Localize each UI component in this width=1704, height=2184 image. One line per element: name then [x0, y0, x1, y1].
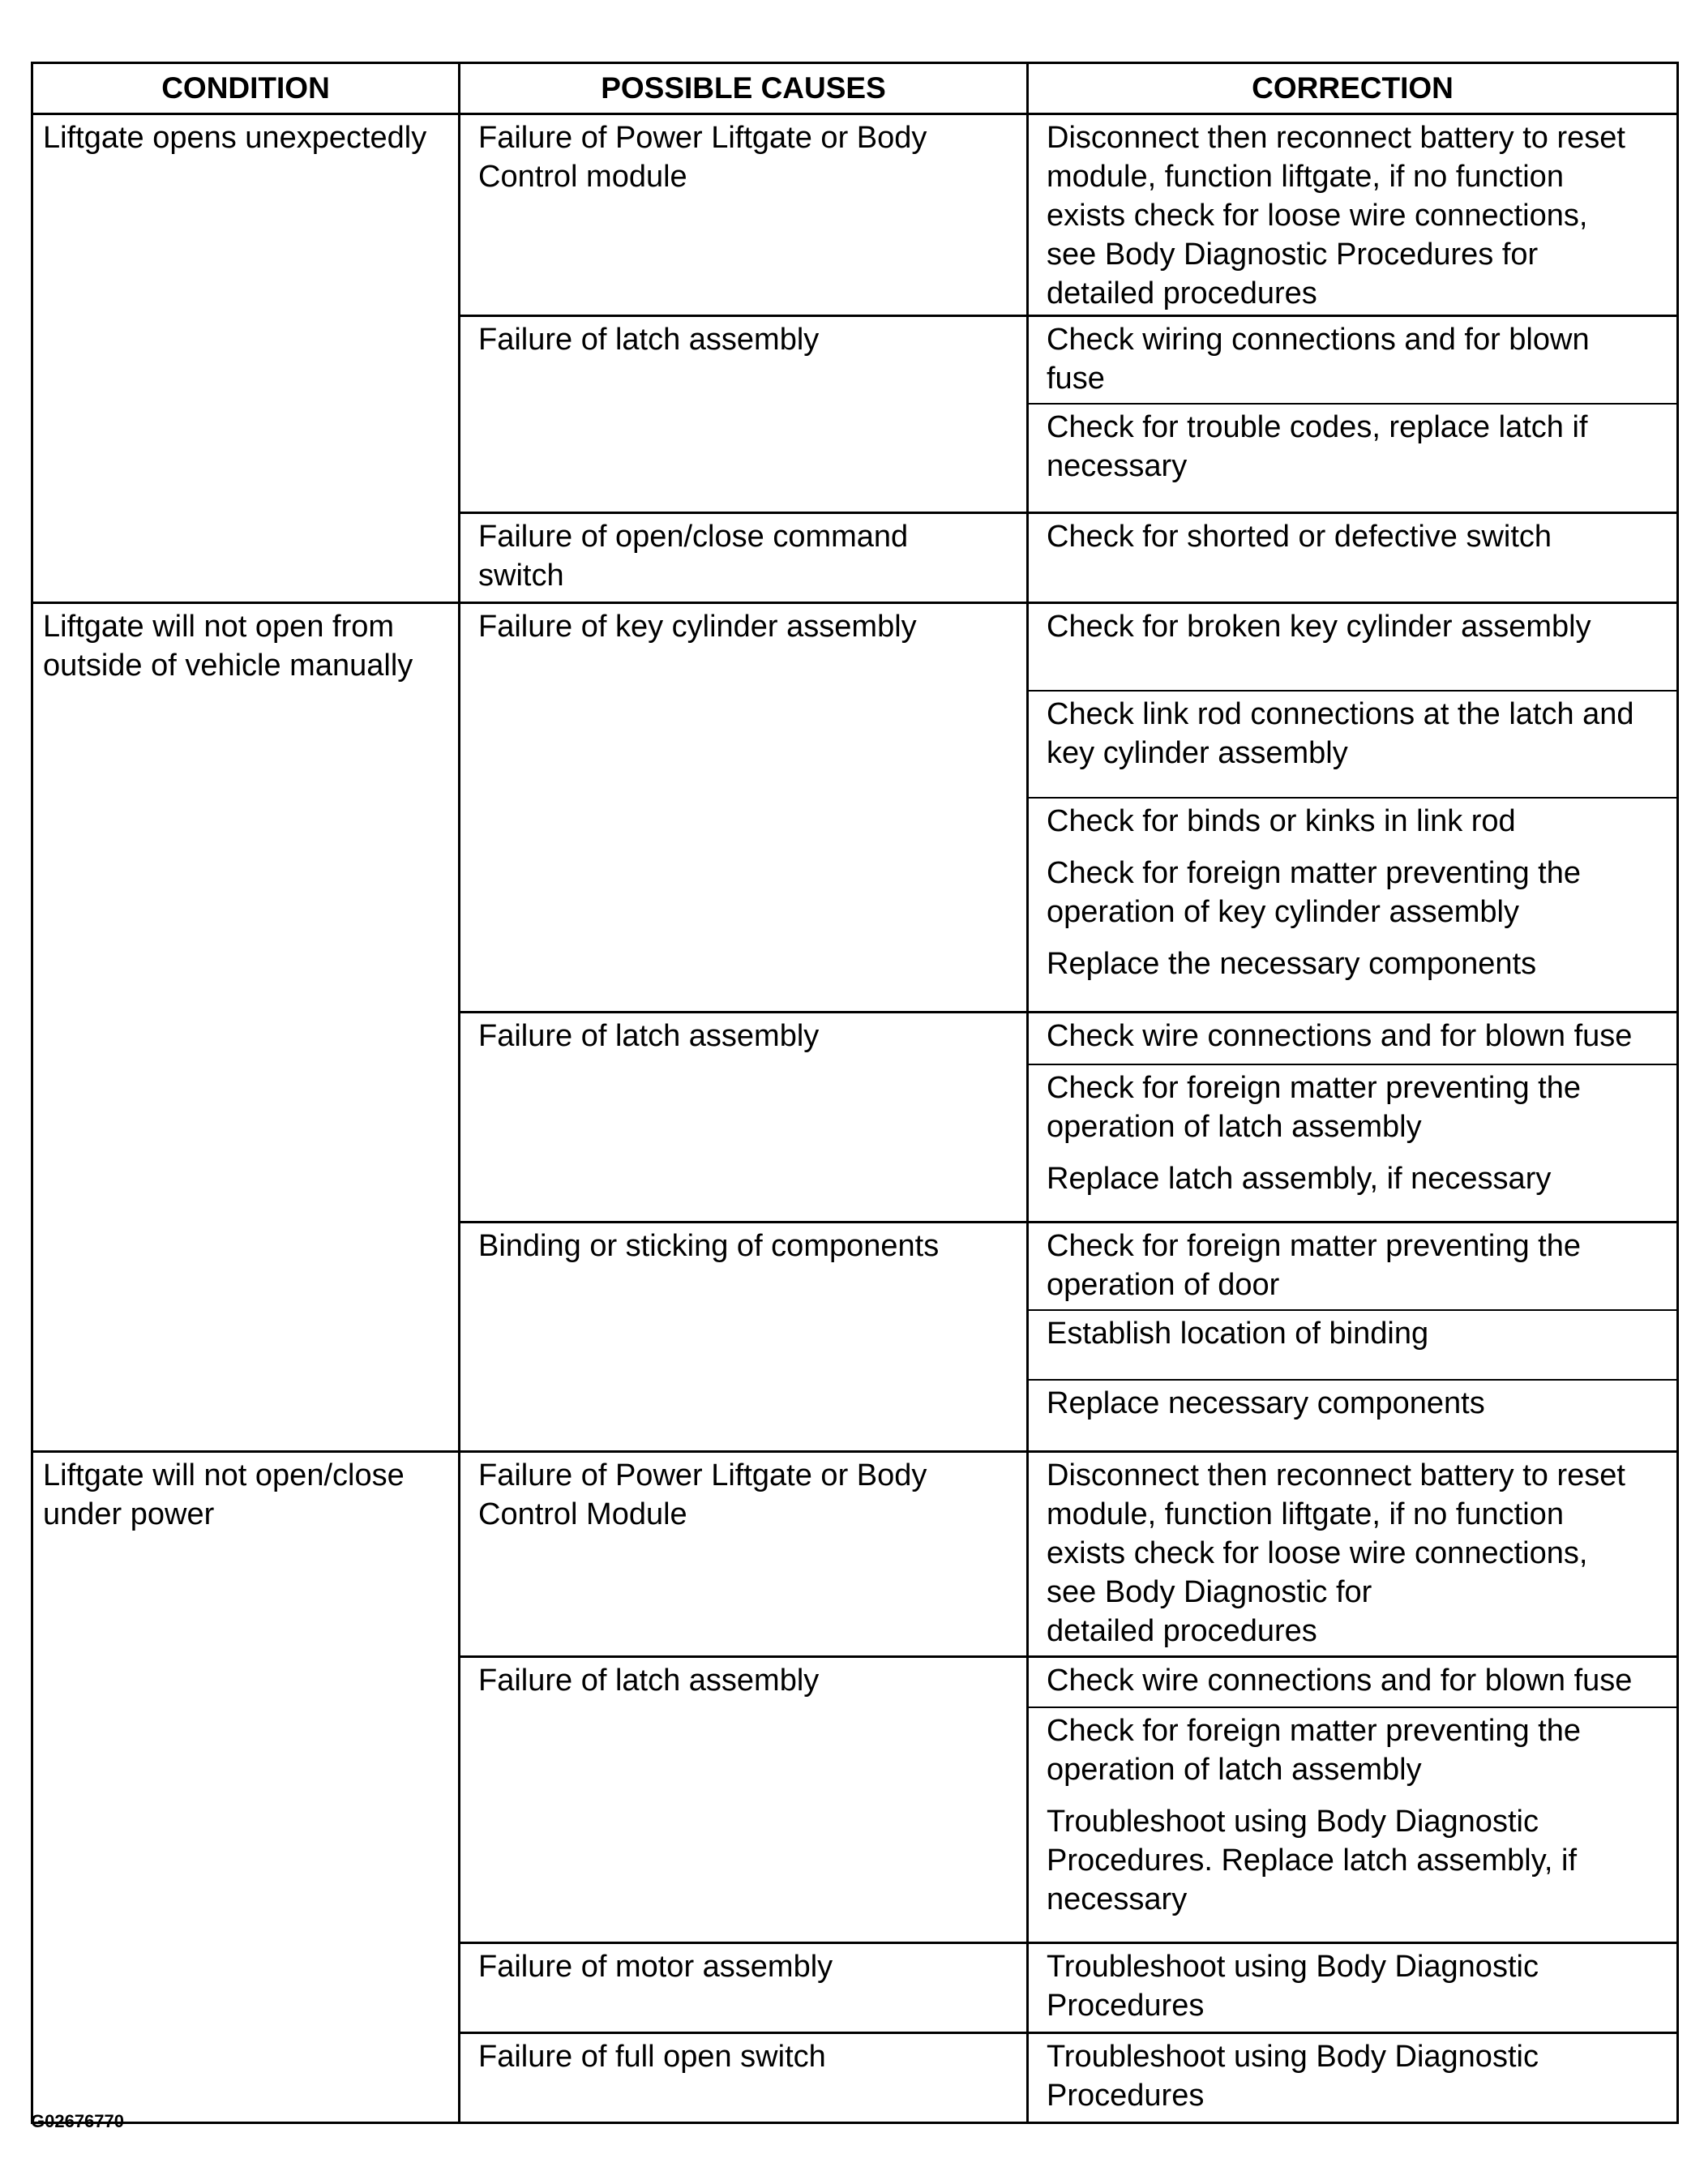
correction-group: [1029, 1013, 1676, 1064]
cause-text: Binding or sticking of components: [478, 1229, 940, 1263]
correction-cell: [1028, 513, 1678, 603]
cause-cell: [460, 1452, 1028, 1657]
correction-text: Check for broken key cylinder assembly: [1047, 610, 1591, 644]
condition-text: Liftgate will not open from outside of vehicle manually: [43, 610, 413, 683]
cause-cell: [460, 316, 1028, 513]
table-header-row: [32, 63, 1678, 114]
correction-cell: [1028, 1452, 1678, 1657]
table-row: [32, 1452, 1678, 1657]
correction-cell: [1028, 1657, 1678, 1943]
diagnosis-table: [31, 62, 1679, 2124]
correction-group: [1029, 690, 1676, 797]
correction-group: [1029, 1064, 1676, 1221]
cause-text: Failure of Power Liftgate or Body Control module: [478, 121, 927, 194]
cause-text: Failure of latch assembly: [478, 323, 820, 357]
header-correction: CORRECTION: [1028, 63, 1678, 114]
cause-cell: [460, 2033, 1028, 2123]
correction-cell: [1028, 1943, 1678, 2033]
cause-cell: [460, 1223, 1028, 1452]
cause-cell: [460, 603, 1028, 1013]
correction-text: Check for foreign matter preventing the operation of latch assembly: [1047, 1071, 1582, 1144]
correction-group: [1029, 1453, 1676, 1655]
correction-text: Check wire connections and for blown fuse: [1047, 1664, 1633, 1698]
correction-cell: [1028, 603, 1678, 1013]
correction-text: Check for trouble codes, replace latch if necessary: [1047, 410, 1588, 483]
table-row: [32, 114, 1678, 316]
condition-cell: [32, 603, 460, 1452]
correction-cell: [1028, 114, 1678, 316]
cause-text: Failure of latch assembly: [478, 1664, 820, 1698]
condition-text: Liftgate opens unexpectedly: [43, 121, 427, 155]
cause-text: Failure of latch assembly: [478, 1019, 820, 1053]
correction-group: [1029, 403, 1676, 512]
condition-cell: [32, 1452, 460, 2123]
correction-text: Troubleshoot using Body Diagnostic Procedures: [1047, 2040, 1539, 2113]
cause-text: Failure of motor assembly: [478, 1950, 833, 1984]
correction-text: Check for foreign matter preventing the operation of door: [1047, 1229, 1582, 1302]
cause-text: Failure of Power Liftgate or Body Control Module: [478, 1458, 927, 1531]
cause-cell: [460, 513, 1028, 603]
correction-group: [1029, 514, 1676, 602]
correction-group: [1029, 1379, 1676, 1450]
correction-text: Check for binds or kinks in link rod: [1047, 804, 1516, 838]
correction-text: Check for foreign matter preventing the operation of latch assembly: [1047, 1714, 1582, 1787]
correction-text: Troubleshoot using Body Diagnostic Procedures. Replace latch assembly, if necessary: [1047, 1805, 1578, 1916]
correction-text: Check wire connections and for blown fuse: [1047, 1019, 1633, 1053]
correction-text: Check for foreign matter preventing the operation of key cylinder assembly: [1047, 856, 1582, 929]
cause-cell: [460, 1943, 1028, 2033]
correction-group: [1029, 1223, 1676, 1309]
condition-text: Liftgate will not open/close under power: [43, 1458, 405, 1531]
correction-group: [1029, 317, 1676, 403]
correction-text: Check wiring connections and for blown fuse: [1047, 323, 1590, 396]
correction-text: Replace latch assembly, if necessary: [1047, 1162, 1552, 1196]
correction-text: Establish location of binding: [1047, 1317, 1429, 1351]
table-body: [32, 114, 1678, 2123]
correction-cell: [1028, 2033, 1678, 2123]
correction-cell: [1028, 316, 1678, 513]
correction-cell: [1028, 1223, 1678, 1452]
correction-text: Disconnect then reconnect battery to reset module, function liftgate, if no function exists check for loose wire connections, see Body Diagnostic for detailed procedures: [1047, 1458, 1625, 1648]
cause-text: Failure of full open switch: [478, 2040, 826, 2074]
correction-cell: [1028, 1013, 1678, 1223]
correction-group: [1029, 1309, 1676, 1379]
correction-group: [1029, 797, 1676, 1011]
cause-text: Failure of key cylinder assembly: [478, 610, 917, 644]
correction-text: Check link rod connections at the latch and key cylinder assembly: [1047, 697, 1634, 770]
correction-group: [1029, 2034, 1676, 2122]
header-possible-causes: POSSIBLE CAUSES: [460, 63, 1028, 114]
cause-text: Failure of open/close command switch: [478, 520, 909, 593]
cause-cell: [460, 1013, 1028, 1223]
correction-group: [1029, 115, 1676, 315]
cause-cell: [460, 1657, 1028, 1943]
correction-group: [1029, 1707, 1676, 1942]
correction-text: Replace necessary components: [1047, 1386, 1485, 1420]
header-condition: CONDITION: [32, 63, 460, 114]
correction-text: Troubleshoot using Body Diagnostic Procedures: [1047, 1950, 1539, 2023]
correction-text: Disconnect then reconnect battery to reset module, function liftgate, if no function exists check for loose wire connections, see Body Diagnostic Procedures for detailed procedures: [1047, 121, 1625, 310]
cause-cell: [460, 114, 1028, 316]
condition-cell: [32, 114, 460, 603]
correction-text: Replace the necessary components: [1047, 947, 1537, 981]
correction-group: [1029, 604, 1676, 690]
correction-group: [1029, 1944, 1676, 2032]
figure-id: G02676770: [31, 2111, 124, 2131]
table-row: [32, 603, 1678, 1013]
correction-text: Check for shorted or defective switch: [1047, 520, 1552, 554]
correction-group: [1029, 1658, 1676, 1707]
